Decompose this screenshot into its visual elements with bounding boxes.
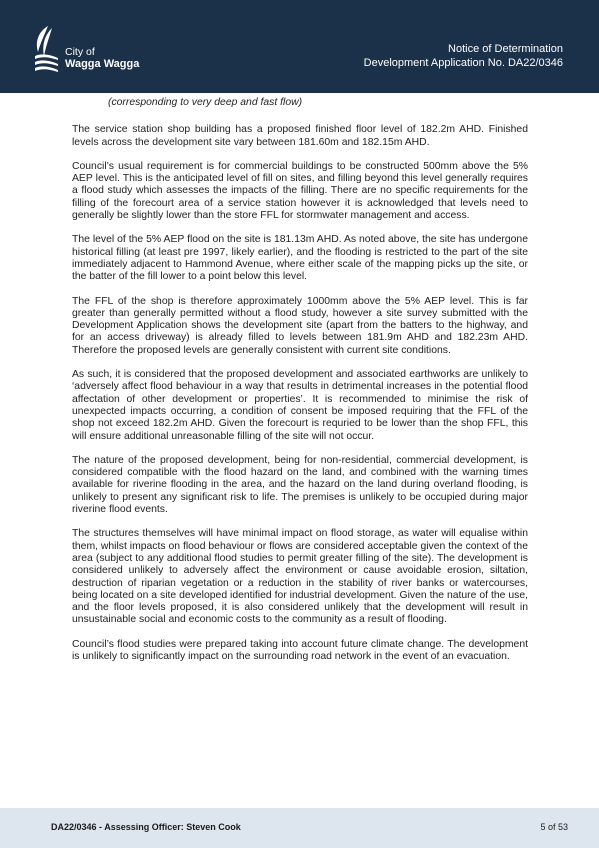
- paragraph-4: The FFL of the shop is therefore approximately 1000mm above the 5% AEP level. This is far greater than generally permitted without a flood study, however a site survey submitted with the Development Application shows the development site (apart from the batters to the highway, and for an access driveway) is already filled to levels between 181.9m AHD and 182.23m AHD. Therefore the proposed levels are generally consistent with current site conditions.: [72, 295, 528, 356]
- page-header: [0, 0, 599, 93]
- logo-text: [65, 46, 139, 70]
- paragraph-5: As such, it is considered that the proposed development and associated earthworks are unlikely to ‘adversely affect flood behaviour in a way that results in detrimental increases in the potential flood affectation of other development or properties’. It is recommended to minimise the risk of unexpected impacts occurring, a condition of consent be imposed requiring that the FFL of the shop not exceed 182.2m AHD. Given the forecourt is requried to be lower than the shop FFL, this will ensure additional unreasonable filling of the site will not occur.: [72, 369, 528, 442]
- org-line2: Wagga Wagga: [65, 58, 140, 70]
- paragraph-1: The service station shop building has a proposed finished floor level of 182.2m AHD. Finished levels across the development site vary between 181.60m and 182.15m AHD.: [72, 124, 528, 148]
- title-line2: Development Application No. DA22/0346: [363, 57, 563, 69]
- title-line1: Notice of Determination: [448, 43, 563, 55]
- page-footer: [0, 808, 599, 848]
- logo-mark-icon: [32, 24, 62, 74]
- council-logo: [32, 24, 152, 76]
- page-number: 5 of 53: [540, 822, 568, 832]
- document-body: [72, 97, 528, 675]
- footer-officer: DA22/0346 - Assessing Officer: Steven Cook: [51, 822, 241, 832]
- paragraph-3: The level of the 5% AEP flood on the site is 181.13m AHD. As noted above, the site has undergone historical filling (at least pre 1997, likely earlier), and the flooding is restricted to the part of the site immediately adjacent to Hammond Avenue, where either scale of the mapping picks up the site, or the batter of the fill lower to a point below this level.: [72, 234, 528, 283]
- intro-note: (corresponding to very deep and fast flow): [108, 97, 303, 108]
- paragraph-6: The nature of the proposed development, being for non-residential, commercial development, is considered compatible with the flood hazard on the land, and combined with the warning times available for riverine flooding in the area, and the hazard on the land during overland flooding, is unlikely to present any significant risk to life. The premises is unlikely to be occupied during major riverine flood events.: [72, 454, 528, 516]
- paragraph-2: Council’s usual requirement is for commercial buildings to be constructed 500mm above the 5% AEP level. This is the anticipated level of fill on sites, and filling beyond this level generally requires a flood study which assesses the impacts of the filling. There are no specific requirements for the filling of the forecourt area of a service station however it is acknowledged that levels need to generally be slightly lower than the store FFL for stormwater management and access.: [72, 160, 528, 222]
- document-title: [364, 42, 563, 70]
- paragraph-8: Council’s flood studies were prepared taking into account future climate change. The development is unlikely to significantly impact on the surrounding road network in the event of an evacuation.: [72, 638, 528, 662]
- org-line1: City of: [65, 46, 95, 58]
- paragraph-7: The structures themselves will have minimal impact on flood storage, as water will equalise within them, whilst impacts on flood behaviour or flows are considered acceptable given the context of the area (subject to any additional flood studies to permit greater filling of the site). The development is considered unlikely to adversely affect the environment or cause avoidable erosion, siltation, destruction of riparian vegetation or a reduction in the stability of river banks or watercourses, being located on a site developed identified for industrial development. Given the nature of the use, and the floor levels proposed, it is also considered unlikely that the development will result in unsustainable social and economic costs to the community as a result of flooding.: [72, 528, 528, 626]
